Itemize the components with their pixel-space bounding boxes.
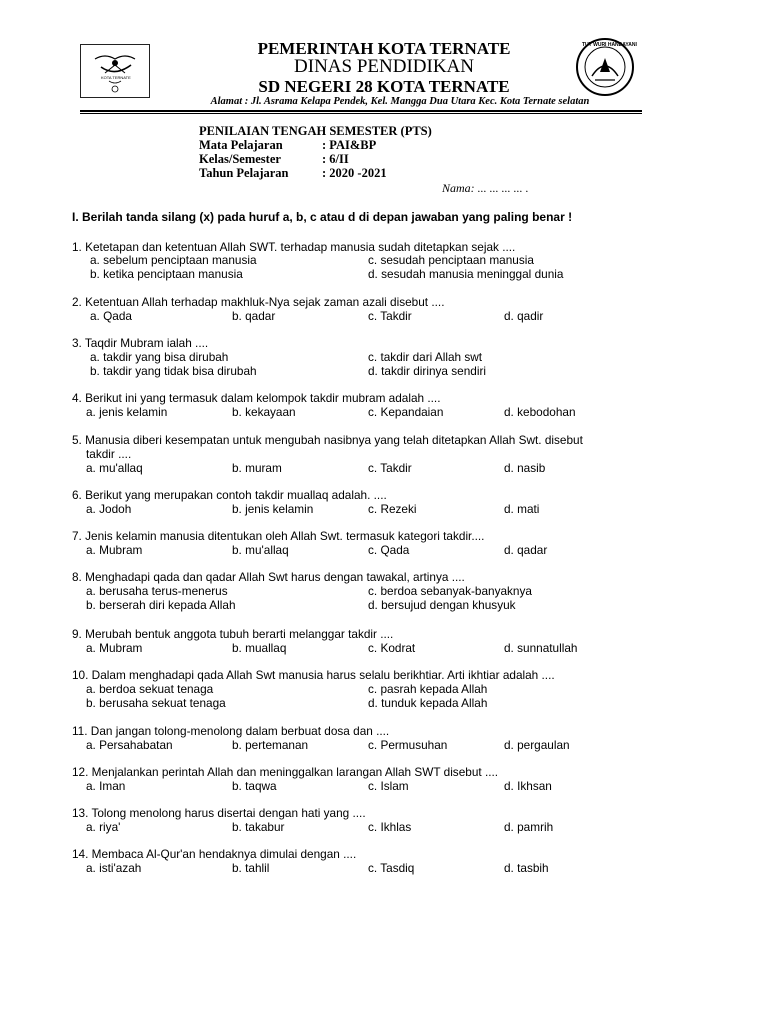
question-text: 1. Ketetapan dan ketentuan Allah SWT. terhadap manusia sudah ditetapkan sejak .... [72, 240, 516, 254]
question-text: 2. Ketentuan Allah terhadap makhluk-Nya sejak zaman azali disebut .... [72, 295, 445, 309]
answer-option[interactable]: a. sebelum penciptaan manusia [90, 253, 257, 267]
answer-option[interactable]: c. Islam [368, 779, 409, 793]
answer-option[interactable]: c. sesudah penciptaan manusia [368, 253, 534, 267]
answer-option[interactable]: d. mati [504, 502, 540, 516]
answer-option[interactable]: b. kekayaan [232, 405, 296, 419]
answer-option[interactable]: a. berusaha terus-menerus [86, 584, 228, 598]
answer-option[interactable]: c. Kepandaian [368, 405, 444, 419]
answer-option[interactable]: a. berdoa sekuat tenaga [86, 682, 214, 696]
exam-info-row [199, 138, 377, 153]
answer-option[interactable]: d. tunduk kepada Allah [368, 696, 488, 710]
answer-option[interactable]: d. sunnatullah [504, 641, 578, 655]
answer-option[interactable]: a. riya' [86, 820, 121, 834]
answer-option[interactable]: b. qadar [232, 309, 276, 323]
answer-option[interactable]: d. nasib [504, 461, 546, 475]
question-text: 9. Merubah bentuk anggota tubuh berarti melanggar takdir .... [72, 627, 394, 641]
answer-option[interactable]: c. Tasdiq [368, 861, 415, 875]
answer-option[interactable]: a. Mubram [86, 641, 143, 655]
answer-option[interactable]: a. jenis kelamin [86, 405, 168, 419]
exam-info-row [199, 152, 349, 167]
question-text: 8. Menghadapi qada dan qadar Allah Swt harus dengan tawakal, artinya .... [72, 570, 465, 584]
letterhead-line-1: PEMERINTAH KOTA TERNATE [257, 39, 511, 58]
answer-option[interactable]: b. muram [232, 461, 282, 475]
answer-option[interactable]: b. ketika penciptaan manusia [90, 267, 243, 281]
answer-option[interactable]: c. Ikhlas [368, 820, 412, 834]
answer-option[interactable]: a. takdir yang bisa dirubah [90, 350, 229, 364]
answer-option[interactable]: c. Kodrat [368, 641, 416, 655]
answer-option[interactable]: d. bersujud dengan khusyuk [368, 598, 516, 612]
answer-option[interactable]: c. berdoa sebanyak-banyaknya [368, 584, 532, 598]
answer-option[interactable]: c. pasrah kepada Allah [368, 682, 488, 696]
answer-option[interactable]: c. takdir dari Allah swt [368, 350, 483, 364]
letterhead-rule-thin [80, 113, 642, 114]
student-name-field: Nama: ... ... ... ... . [442, 181, 529, 195]
exam-info-value: : 2020 -2021 [322, 166, 387, 180]
letterhead-line-2: DINAS PENDIDIKAN [294, 56, 474, 77]
question-text: 3. Taqdir Mubram ialah .... [72, 336, 209, 350]
question-text: 12. Menjalankan perintah Allah dan meninggalkan larangan Allah SWT disebut .... [72, 765, 499, 779]
answer-option[interactable]: d. pergaulan [504, 738, 570, 752]
answer-option[interactable]: c. Qada [368, 543, 410, 557]
answer-option[interactable]: d. qadar [504, 543, 548, 557]
answer-option[interactable]: b. jenis kelamin [232, 502, 314, 516]
answer-option[interactable]: b. berserah diri kepada Allah [86, 598, 236, 612]
answer-option[interactable]: a. Persahabatan [86, 738, 173, 752]
answer-option[interactable]: a. isti'azah [86, 861, 142, 875]
answer-option[interactable]: b. takdir yang tidak bisa dirubah [90, 364, 257, 378]
answer-option[interactable]: a. Iman [86, 779, 126, 793]
exam-info-row [199, 166, 387, 181]
answer-option[interactable]: b. tahlil [232, 861, 270, 875]
question-text: 6. Berikut yang merupakan contoh takdir muallaq adalah. .... [72, 488, 387, 502]
answer-option[interactable]: c. Rezeki [368, 502, 417, 516]
answer-option[interactable]: b. taqwa [232, 779, 277, 793]
answer-option[interactable]: a. Qada [90, 309, 132, 323]
answer-option[interactable]: d. kebodohan [504, 405, 576, 419]
exam-info-label: Mata Pelajaran [199, 138, 283, 152]
answer-option[interactable]: d. qadir [504, 309, 544, 323]
answer-option[interactable]: c. Permusuhan [368, 738, 448, 752]
exam-info-value: : PAI&BP [322, 138, 377, 152]
question-text: 13. Tolong menolong harus disertai dengan hati yang .... [72, 806, 366, 820]
question-text-continued: takdir .... [86, 447, 132, 461]
answer-option[interactable]: d. Ikhsan [504, 779, 552, 793]
question-text: 14. Membaca Al-Qur'an hendaknya dimulai dengan .... [72, 847, 357, 861]
question-text: 11. Dan jangan tolong-menolong dalam berbuat dosa dan .... [72, 724, 390, 738]
question-text: 4. Berikut ini yang termasuk dalam kelompok takdir mubram adalah .... [72, 391, 441, 405]
answer-option[interactable]: b. mu'allaq [232, 543, 289, 557]
answer-option[interactable]: b. muallaq [232, 641, 287, 655]
answer-option[interactable]: a. mu'allaq [86, 461, 143, 475]
letterhead-line-3: SD NEGERI 28 KOTA TERNATE [258, 77, 510, 96]
answer-option[interactable]: c. Takdir [368, 309, 412, 323]
answer-option[interactable]: b. takabur [232, 820, 285, 834]
answer-option[interactable]: b. berusaha sekuat tenaga [86, 696, 226, 710]
instruction-text: I. Berilah tanda silang (x) pada huruf a, b, c atau d di depan jawaban yang paling benar ! [72, 210, 573, 224]
letterhead-address: Alamat : Jl. Asrama Kelapa Pendek, Kel. Mangga Dua Utara Kec. Kota Ternate selatan [210, 96, 590, 107]
answer-option[interactable]: b. pertemanan [232, 738, 309, 752]
exam-info-value: : 6/II [322, 152, 349, 166]
answer-option[interactable]: a. Jodoh [86, 502, 132, 516]
answer-option[interactable]: c. Takdir [368, 461, 412, 475]
exam-title: PENILAIAN TENGAH SEMESTER (PTS) [199, 124, 432, 138]
exam-info-label: Tahun Pelajaran [199, 166, 289, 180]
letterhead-rule-thick [80, 110, 642, 112]
answer-option[interactable]: d. tasbih [504, 861, 549, 875]
question-text: 7. Jenis kelamin manusia ditentukan oleh Allah Swt. termasuk kategori takdir.... [72, 529, 485, 543]
left-logo-text: KOTA TERNATE [101, 75, 131, 80]
exam-info-label: Kelas/Semester [199, 152, 281, 166]
answer-option[interactable]: d. pamrih [504, 820, 554, 834]
answer-option[interactable]: a. Mubram [86, 543, 143, 557]
right-logo-text: TUT WURI HANDAYANI [582, 42, 637, 48]
question-text: 10. Dalam menghadapi qada Allah Swt manusia harus selalu berikhtiar. Arti ikhtiar adalah .... [72, 668, 555, 682]
answer-option[interactable]: d. sesudah manusia meninggal dunia [368, 267, 564, 281]
answer-option[interactable]: d. takdir dirinya sendiri [368, 364, 487, 378]
question-text: 5. Manusia diberi kesempatan untuk mengubah nasibnya yang telah ditetapkan Allah Swt. disebut [72, 433, 583, 447]
